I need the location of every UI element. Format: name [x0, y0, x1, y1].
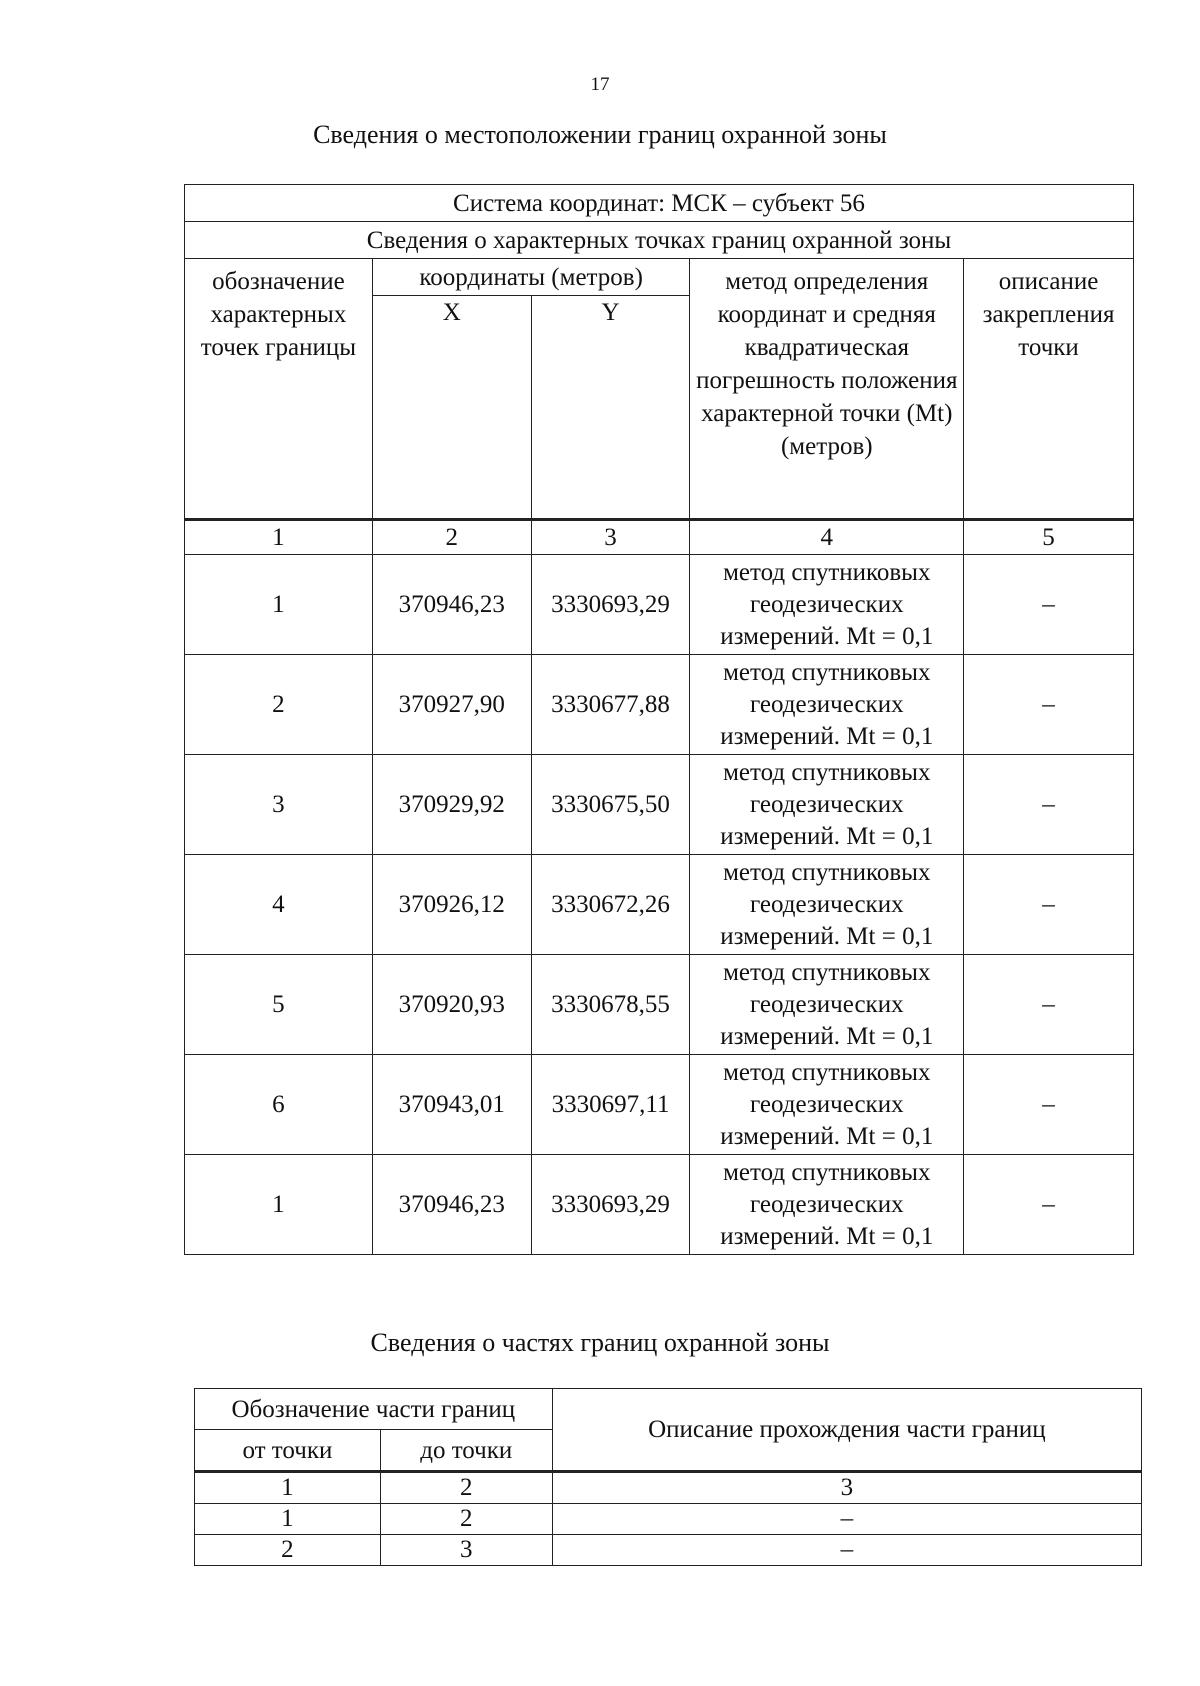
page-number: 17 [590, 74, 610, 95]
part-description-cell: – [552, 1535, 1141, 1566]
description-header: описание закрепления точки [964, 259, 1134, 520]
x-cell: 370926,12 [372, 855, 531, 955]
method-cell: метод спутниковых геодезических измерений. Mt = 0,1 [690, 555, 964, 655]
x-cell: 370946,23 [372, 1155, 531, 1255]
method-cell: метод спутниковых геодезических измерений. Mt = 0,1 [690, 655, 964, 755]
y-cell: 3330693,29 [531, 555, 690, 655]
y-cell: 3330672,26 [531, 855, 690, 955]
y-header: Y [531, 296, 690, 520]
description-cell: – [964, 955, 1134, 1055]
description-cell: – [964, 855, 1134, 955]
description-cell: – [964, 1155, 1134, 1255]
column-number: 1 [195, 1472, 381, 1504]
x-cell: 370946,23 [372, 555, 531, 655]
method-cell: метод спутниковых геодезических измерений. Mt = 0,1 [690, 855, 964, 955]
from-point-header: от точки [195, 1430, 381, 1472]
column-number: 2 [372, 520, 531, 555]
method-cell: метод спутниковых геодезических измерений. Mt = 0,1 [690, 1055, 964, 1155]
table-row [185, 755, 1134, 855]
table-row [185, 1155, 1134, 1255]
method-cell: метод спутниковых геодезических измерений. Mt = 0,1 [690, 755, 964, 855]
y-cell: 3330677,88 [531, 655, 690, 755]
x-cell: 370927,90 [372, 655, 531, 755]
description-cell: – [964, 755, 1134, 855]
table-row [185, 655, 1134, 755]
y-cell: 3330678,55 [531, 955, 690, 1055]
point-cell: 1 [185, 555, 373, 655]
column-number: 3 [552, 1472, 1141, 1504]
to-cell: 2 [380, 1504, 552, 1535]
designation-header: обозначение характерных точек границы [185, 259, 373, 520]
point-cell: 3 [185, 755, 373, 855]
table-row [185, 855, 1134, 955]
x-cell: 370929,92 [372, 755, 531, 855]
description-cell: – [964, 655, 1134, 755]
table-row [185, 1055, 1134, 1155]
table-row [195, 1535, 1142, 1566]
parts-title: Сведения о частях границ охранной зоны [370, 1328, 830, 1357]
column-number: 4 [690, 520, 964, 555]
point-cell: 5 [185, 955, 373, 1055]
y-cell: 3330675,50 [531, 755, 690, 855]
boundary-parts-table [194, 1388, 1142, 1566]
description-cell: – [964, 555, 1134, 655]
part-description-header: Описание прохождения части границ [552, 1389, 1141, 1472]
column-number: 2 [380, 1472, 552, 1504]
point-cell: 1 [185, 1155, 373, 1255]
method-header: метод определения координат и средняя квадратическая погрешность положения характерной точки (Mt) (метров) [690, 259, 964, 520]
column-number: 5 [964, 520, 1134, 555]
column-number: 3 [531, 520, 690, 555]
y-cell: 3330693,29 [531, 1155, 690, 1255]
to-point-header: до точки [380, 1430, 552, 1472]
location-title: Сведения о местоположении границ охранной зоны [313, 120, 887, 149]
table-row [185, 955, 1134, 1055]
to-cell: 3 [380, 1535, 552, 1566]
column-number: 1 [185, 520, 373, 555]
x-cell: 370920,93 [372, 955, 531, 1055]
point-cell: 4 [185, 855, 373, 955]
part-designation-header: Обозначение части границ [195, 1389, 553, 1430]
table-row [195, 1504, 1142, 1535]
description-cell: – [964, 1055, 1134, 1155]
boundary-points-table [184, 184, 1134, 1255]
coord-system-cell: Система координат: МСК – субъект 56 [185, 185, 1134, 222]
x-header: X [372, 296, 531, 520]
from-cell: 2 [195, 1535, 381, 1566]
part-description-cell: – [552, 1504, 1141, 1535]
points-title-cell: Сведения о характерных точках границ охранной зоны [185, 222, 1134, 259]
coordinates-header: координаты (метров) [372, 259, 690, 296]
point-cell: 2 [185, 655, 373, 755]
y-cell: 3330697,11 [531, 1055, 690, 1155]
method-cell: метод спутниковых геодезических измерений. Mt = 0,1 [690, 955, 964, 1055]
method-cell: метод спутниковых геодезических измерений. Mt = 0,1 [690, 1155, 964, 1255]
point-cell: 6 [185, 1055, 373, 1155]
x-cell: 370943,01 [372, 1055, 531, 1155]
table-row [185, 555, 1134, 655]
from-cell: 1 [195, 1504, 381, 1535]
